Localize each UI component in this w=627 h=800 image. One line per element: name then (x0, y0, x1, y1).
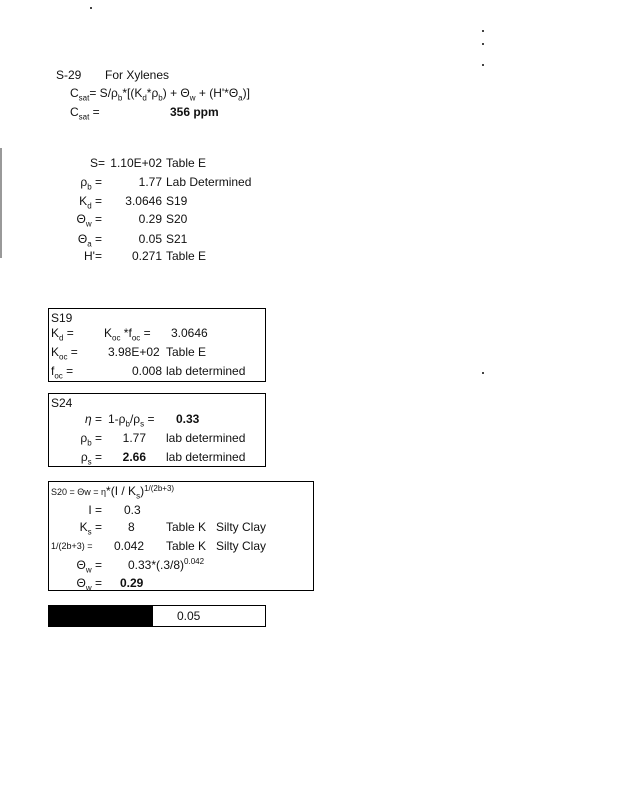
param-value: 1.10E+02 (110, 156, 162, 170)
s20-ks-source: Table K (166, 520, 207, 534)
s24-rhos-value: 2.66 (122, 450, 146, 464)
scan-dot (482, 43, 484, 45)
s19-kd-expr: $K_{oc}$ $*f_{oc}$ = (104, 326, 151, 343)
s21-redacted-label (49, 606, 153, 626)
s21-box (48, 605, 266, 627)
s24-rhos-label: $\rho_s$ = (80, 450, 102, 467)
s20-ks-value: 8 (128, 520, 135, 534)
s19-koc-source: Table E (166, 345, 207, 359)
section-id: S-29 (56, 68, 82, 82)
param-source: S21 (166, 232, 188, 246)
result-value: 356 ppm (170, 105, 219, 119)
s24-rhob-label: $\rho_b$ = (80, 431, 102, 448)
param-value: 3.0646 (125, 194, 162, 208)
param-source: S19 (166, 194, 188, 208)
scan-dot (482, 372, 484, 374)
param-value: 0.271 (131, 249, 162, 263)
saturation-formula: $C_{sat}= S/\rho_b*[(K_d*\rho_b) + \Theta_w + (H'*\Theta_a)]$ (70, 86, 250, 103)
s19-foc-source: lab determined (166, 364, 246, 378)
s20-thetaw-label: $\Theta_w$ = (76, 558, 102, 575)
s24-rhob-value: 1.77 (122, 431, 146, 445)
s19-foc-value: 0.008 (131, 364, 162, 378)
s20-exp-value: 0.042 (114, 539, 145, 553)
scan-edge (0, 148, 2, 258)
s20-i-label: I = (88, 503, 102, 517)
param-source: S20 (166, 212, 188, 226)
s20-exp-label: 1/(2b+3) = (51, 541, 93, 551)
s19-foc-label: $f_{oc}$ = (51, 364, 74, 381)
s21-value: 0.05 (177, 609, 201, 623)
param-value: 0.05 (138, 232, 162, 246)
section-title: For Xylenes (105, 68, 170, 82)
s24-eta-value: 0.33 (176, 412, 200, 426)
param-source: Lab Determined (166, 175, 252, 189)
s19-koc-label: $K_{oc}$ = (51, 345, 78, 362)
s20-exp-source: Table K (166, 539, 207, 553)
s24-rhob-source: lab determined (166, 431, 246, 445)
s20-thetaw-result-label: $\Theta_w$ = (76, 576, 102, 593)
s19-kd-label: $K_d$ = (51, 326, 74, 343)
s20-ks-soil: Silty Clay (216, 520, 267, 534)
scan-dot (482, 30, 484, 32)
s24-eta-label: η = (84, 412, 102, 426)
scan-dot (482, 64, 484, 66)
result-label: $C_{sat}$ = (70, 105, 100, 122)
param-source: Table E (166, 156, 207, 170)
s24-title: S24 (51, 396, 73, 410)
s20-exp-soil: Silty Clay (216, 539, 267, 553)
s24-eta-expr: $1-\rho_b/\rho_s$ = (108, 412, 155, 429)
s19-title: S19 (51, 311, 73, 325)
param-source: Table E (166, 249, 207, 263)
s20-title: $S20 = \Theta w = \eta*(I / K_s)^{1/(2b+3)}$ (51, 484, 175, 501)
s19-kd-value: 3.0646 (171, 326, 208, 340)
s19-koc-value: 3.98E+02 (108, 345, 160, 359)
s20-ks-label: $K_s$ = (79, 520, 102, 537)
s24-rhos-source: lab determined (166, 450, 246, 464)
param-value: 0.29 (138, 212, 162, 226)
scan-dot (90, 7, 92, 9)
param-value: 1.77 (138, 175, 162, 189)
s20-i-value: 0.3 (124, 503, 141, 517)
s20-thetaw-expr: $0.33*(.3/8)^{0.042}$ (128, 557, 205, 572)
s20-thetaw-result-value: 0.29 (120, 576, 144, 590)
